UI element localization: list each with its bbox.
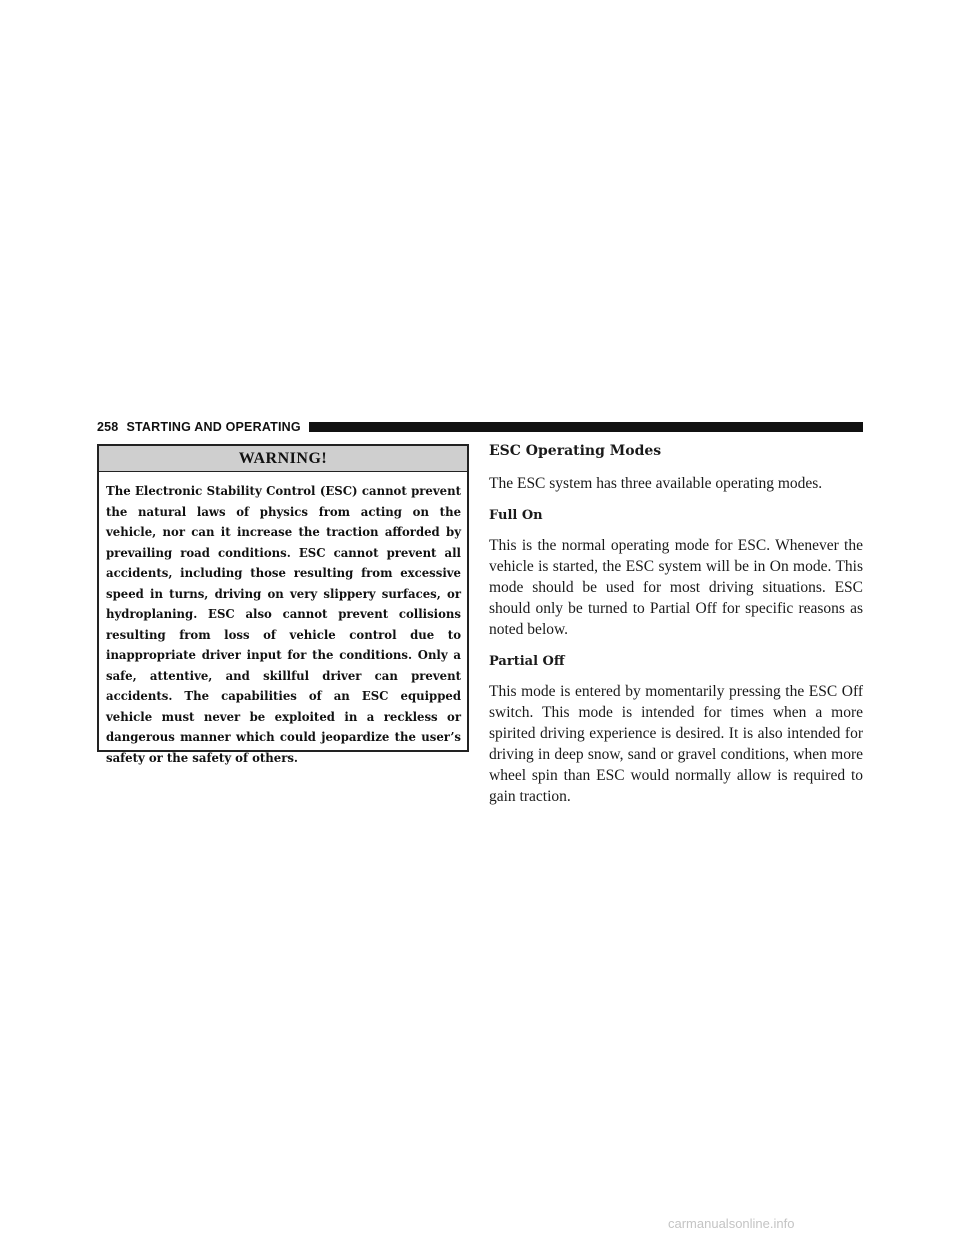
partial-off-heading: Partial Off	[489, 654, 565, 669]
section-title: STARTING AND OPERATING	[126, 420, 301, 434]
warning-text: The Electronic Stability Control (ESC) cannot prevent the natural laws of physics from acting on the vehicle, nor can it increase the traction afforded by prevailing road conditions. ESC cannot prevent all accidents, including those resulting from excessive speed in turns, driving on very slippery surfaces, or hydroplaning. ESC also cannot prevent collisions resulting from loss of vehicle control due to inappropriate driver input for the conditions. Only a safe, attentive, and skillful driver can prevent accidents. The capabilities of an ESC equipped vehicle must never be exploited in a reckless or dangerous manner which could jeopardize the user’s safety or the safety of others.	[106, 484, 461, 765]
full-on-paragraph: This is the normal operating mode for ESC. Whenever the vehicle is started, the ESC system will be in On mode. This mode should be used for most driving situations. ESC should only be turned to Partial Off for specific reasons as noted below.	[489, 537, 863, 638]
intro-paragraph: The ESC system has three available operating modes.	[489, 475, 823, 492]
warning-title: WARNING!	[99, 446, 467, 472]
partial-off-paragraph: This mode is entered by momentarily pressing the ESC Off switch. This mode is intended for times when a more spirited driving experience is desired. It is also intended for driving in deep snow, sand or gravel conditions, when more wheel spin than ESC would normally allow is required to gain traction.	[489, 683, 863, 805]
header-rule	[309, 422, 863, 432]
content-column	[489, 441, 863, 807]
section-heading: ESC Operating Modes	[489, 443, 662, 459]
page-header	[97, 418, 863, 436]
warning-box	[97, 444, 469, 765]
watermark: carmanualsonline.info	[668, 1216, 795, 1231]
page-number: 258	[97, 420, 119, 434]
full-on-heading: Full On	[489, 508, 543, 523]
